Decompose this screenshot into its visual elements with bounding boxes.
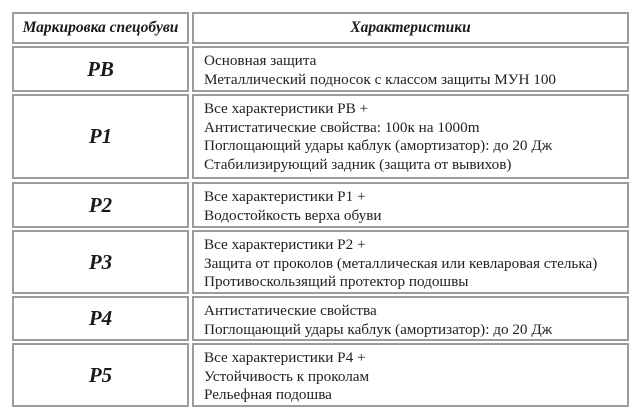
characteristics-cell — [192, 343, 629, 407]
characteristic-line: Все характеристики P4 + — [204, 349, 366, 366]
table-row — [12, 94, 629, 179]
characteristic-line: Устойчивость к проколам — [204, 367, 370, 385]
table-row — [12, 296, 629, 341]
mark-label: P3 — [88, 249, 113, 274]
characteristic-line: Антистатические свойства — [204, 302, 377, 319]
mark-label: P2 — [88, 192, 113, 217]
mark-cell — [12, 182, 189, 228]
characteristic-line: Защита от проколов (металлическая или кевларовая стелька) — [204, 254, 598, 272]
table-row — [12, 46, 629, 92]
table-row — [12, 230, 629, 294]
characteristics-cell — [192, 230, 629, 294]
characteristics-cell — [192, 94, 629, 179]
mark-cell — [12, 230, 189, 294]
header-cell-characteristics — [192, 12, 629, 44]
characteristic-line: Стабилизирующий задник (защита от вывихов) — [204, 155, 512, 173]
characteristic-line: Рельефная подошва — [204, 386, 332, 404]
header-cell-marking — [12, 12, 189, 44]
characteristics-cell — [192, 296, 629, 341]
header-marking-label: Маркировка спецобуви — [22, 19, 179, 36]
characteristic-line: Все характеристики P1 + — [204, 188, 366, 205]
mark-cell — [12, 46, 189, 92]
mark-label: P5 — [88, 362, 113, 387]
characteristic-line: Антистатические свойства: 100к на 1000m — [204, 118, 480, 136]
characteristic-line: Все характеристики PB + — [204, 100, 369, 117]
mark-label: PB — [87, 56, 114, 81]
table-header-row — [12, 12, 629, 44]
characteristic-line: Водостойкость верха обуви — [204, 206, 382, 224]
mark-label: P4 — [88, 306, 113, 330]
characteristics-cell — [192, 182, 629, 228]
mark-cell — [12, 296, 189, 341]
mark-label: P1 — [88, 124, 113, 148]
mark-cell — [12, 343, 189, 407]
characteristic-line: Все характеристики P2 + — [204, 236, 366, 253]
characteristics-cell — [192, 46, 629, 92]
mark-cell — [12, 94, 189, 179]
characteristic-line: Основная защита — [204, 52, 317, 69]
characteristic-line: Противоскользящий протектор подошвы — [204, 273, 469, 291]
table-row — [12, 343, 629, 407]
characteristic-line: Металлический подносок с классом защиты МУН 100 — [204, 70, 557, 88]
characteristic-line: Поглощающий удары каблук (амортизатор): до 20 Дж — [204, 320, 553, 338]
header-characteristics-label: Характеристики — [350, 19, 471, 36]
characteristic-line: Поглощающий удары каблук (амортизатор): до 20 Дж — [204, 137, 553, 155]
table-row — [12, 182, 629, 228]
